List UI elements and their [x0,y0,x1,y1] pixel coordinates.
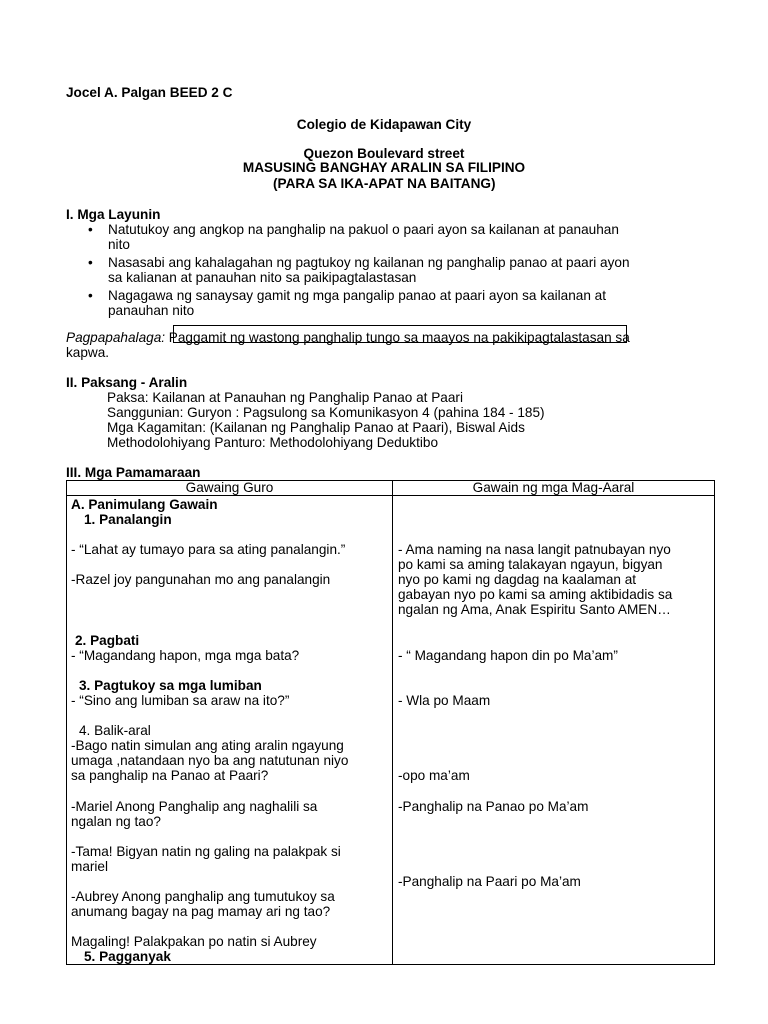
balik-aral-line: umaga ,natandaan nyo ba ang natutunan niyo [71,753,349,768]
col-header-guro: Gawaing Guro [67,481,393,496]
lesson-table [66,480,715,965]
paksa-materials: Mga Kagamitan: (Kailanan ng Panghalip Panao at Paari), Biswal Aids [107,420,525,435]
balik-aral-heading: 4. Balik-aral [79,723,151,738]
pagganyak-heading: 5. Pagganyak [84,949,171,964]
document-title: MASUSING BANGHAY ARALIN SA FILIPINO [242,160,526,175]
layunin-item: • Nagagawa ng sanaysay gamit ng mga pangalip panao at paari ayon sa kailanan at panauhan nito [66,288,706,318]
balik-aral-line: sa panghalip na Panao at Paari? [71,768,269,783]
col-header-magaaral: Gawain ng mga Mag-Aaral [393,481,715,496]
paksa-topic: Paksa: Kailanan at Panauhan ng Panghalip Panao at Paari [107,390,463,405]
layunin-item: • Natutukoy ang angkop na panghalip na pakuol o paari ayon sa kailanan at panauhan nito [66,222,706,252]
pagbati-line: - “Magandang hapon, mga mga bata? [71,648,300,663]
author-line: Jocel A. Palgan BEED 2 C [66,85,233,100]
review-response: -opo ma’am [398,768,470,783]
mariel-question: ngalan ng tao? [71,814,161,829]
praise-line: mariel [71,859,109,874]
lumiban-heading: 3. Pagtukoy sa mga lumiban [79,678,262,693]
prayer-line: - Ama naming na nasa langit patnubayan nyo [398,542,671,557]
mariel-answer: -Panghalip na Panao po Ma’am [398,799,589,814]
pagpapahalaga-label: Pagpapahalaga: [66,330,166,345]
greeting-response: - “ Magandang hapon din po Ma’am” [398,648,618,663]
table-row [67,496,715,965]
layunin-heading: I. Mga Layunin [66,207,161,222]
prayer-line: ngalan ng Ama, Anak Espiritu Santo AMEN… [398,602,671,617]
paksa-reference: Sanggunian: Guryon : Pagsulong sa Komunikasyon 4 (pahina 184 - 185) [107,405,545,420]
layunin-item: • Nasasabi ang kahalagahan ng pagtukoy ng kailanan ng panghalip panao at paari ayon sa kalianan at panauhan nito sa paikipagtalastasan [66,255,706,285]
pagbati-heading: 2. Pagbati [75,633,140,648]
pagpapahalaga-text: Paggamit ng wastong panghalip tungo sa maayos na pakikipagtalastasan sa [165,330,630,345]
aubrey-answer: -Panghalip na Paari po Ma’am [398,874,581,889]
layunin-list [66,222,706,321]
lumiban-line: - “Sino ang lumiban sa araw na ito?” [71,693,290,708]
aubrey-question: -Aubrey Anong panghalip ang tumutukoy sa [71,889,335,904]
balik-aral-line: -Bago natin simulan ang ating aralin ngayung [71,738,344,753]
school-name: Colegio de Kidapawan City [296,117,472,132]
school-address: Quezon Boulevard street [303,146,465,161]
grade-level: (PARA SA IKA-APAT NA BAITANG) [273,176,496,191]
pamamaraan-heading: III. Mga Pamamaraan [66,465,201,480]
pagpapahalaga-text-cont: kapwa. [66,345,110,360]
panimula-heading: A. Panimulang Gawain [71,497,218,512]
prayer-line: nyo po kami ng dagdag na kaalaman at [398,572,637,587]
highlight-box [173,325,627,343]
aubrey-question: anumang bagay na pag mamay ari ng tao? [71,904,331,919]
panalangin-line: - “Lahat ay tumayo para sa ating panalangin.” [71,542,346,557]
paksa-method: Methodolohiyang Panturo: Methodolohiyang Deduktibo [107,435,439,450]
prayer-line: gabayan nyo po kami sa aming aktibidadis sa [398,587,673,602]
magaling-line: Magaling! Palakpakan po natin si Aubrey [71,934,317,949]
prayer-line: po kami sa aming talakayan ngayun, bigyan [398,557,663,572]
table-header-row [67,481,715,496]
magaaral-cell [393,496,715,965]
mariel-question: -Mariel Anong Panghalip ang naghalili sa [71,799,318,814]
guro-cell [67,496,393,965]
panalangin-line: -Razel joy pangunahan mo ang panalangin [71,572,331,587]
paksa-heading: II. Paksang - Aralin [66,375,188,390]
praise-line: -Tama! Bigyan natin ng galing na palakpak si [71,844,341,859]
absent-response: - Wla po Maam [398,693,491,708]
panalangin-heading: 1. Panalangin [84,512,172,527]
